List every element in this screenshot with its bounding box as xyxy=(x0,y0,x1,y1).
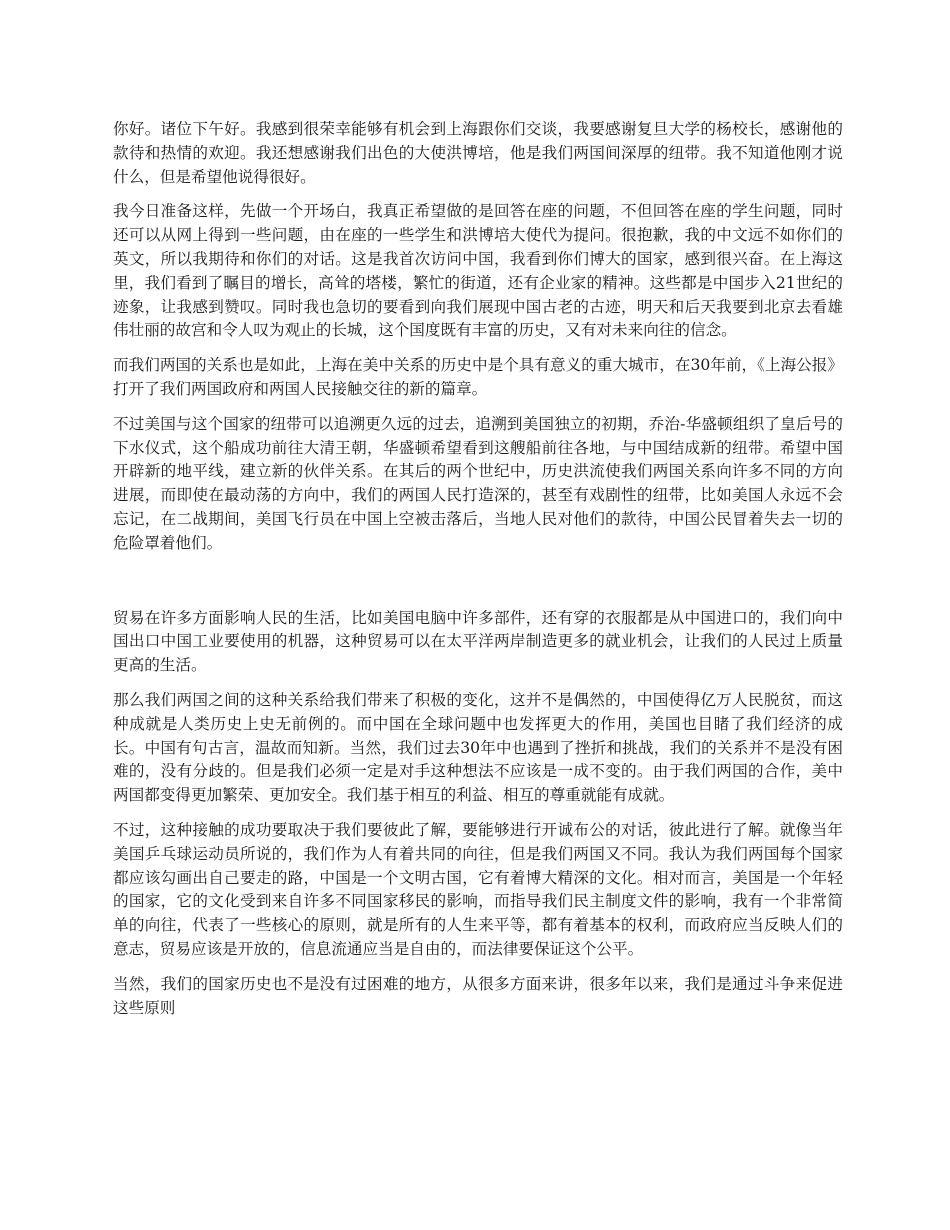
paragraph-positive-change: 那么我们两国之间的这种关系给我们带来了积极的变化，这并不是偶然的，中国使得亿万人民脱贫，而这种成就是人类历史上史无前例的。而中国在全球问题中也发挥更大的作用，美国也目睹了我们经济的成长。中国有句古言，温故而知新。当然，我们过去30年中也遇到了挫折和挑战，我们的关系并不是没有困难的，没有分歧的。但是我们必须一定是对手这种想法不应该是一成不变的。由于我们两国的合作，美中两国都变得更加繁荣、更加安全。我们基于相互的利益、相互的尊重就能有成就。 xyxy=(113,690,843,805)
paragraph-trade: 贸易在许多方面影响人民的生活，比如美国电脑中许多部件，还有穿的衣服都是从中国进口的，我们向中国出口中国工业要使用的机器，这种贸易可以在太平洋两岸制造更多的就业机会，让我们的人民过上质量更高的生活。 xyxy=(113,608,843,675)
paragraph-shanghai-communique: 而我们两国的关系也是如此，上海在美中关系的历史中是个具有意义的重大城市，在30年前，《上海公报》打开了我们两国政府和两国人民接触交往的新的篇章。 xyxy=(113,356,843,398)
section-gap xyxy=(113,567,843,607)
paragraph-greeting: 你好。诸位下午好。我感到很荣幸能够有机会到上海跟你们交谈，我要感谢复旦大学的杨校长，感谢他的款待和热情的欢迎。我还想感谢我们出色的大使洪博培，他是我们两国间深厚的纽带。我不知道他刚才说什么，但是希望他说得很好。 xyxy=(113,120,843,186)
document-body xyxy=(113,118,843,1031)
paragraph-opening-remarks: 我今日准备这样，先做一个开场白，我真正希望做的是回答在座的问题，不但回答在座的学生问题，同时还可以从网上得到一些问题，由在座的一些学生和洪博培大使代为提问。很抱歉，我的中文远不如你们的英文，所以我期待和你们的对话。这是我首次访问中国，我看到你们博大的国家，感到很兴奋。在上海这里，我们看到了瞩目的增长，高耸的塔楼，繁忙的街道，还有企业家的精神。这些都是中国步入21世纪的迹象，让我感到赞叹。同时我也急切的要看到向我们展现中国古老的古迹，明天和后天我要到北京去看雄伟壮丽的故宫和令人叹为观止的长城，这个国度既有丰富的历史，又有对未来向往的信念。 xyxy=(113,202,843,340)
paragraph-historical-ties: 不过美国与这个国家的纽带可以追溯更久远的过去，追溯到美国独立的初期，乔治-华盛顿组织了皇后号的下水仪式，这个船成功前往大清王朝，华盛顿希望看到这艘船前往各地，与中国结成新的纽带。希望中国开辟新的地平线，建立新的伙伴关系。在其后的两个世纪中，历史洪流使我们两国关系向许多不同的方向进展，而即使在最动荡的方向中，我们的两国人民打造深的，甚至有戏剧性的纽带，比如美国人永远不会忘记，在二战期间，美国飞行员在中国上空被击落后，当地人民对他们的款待，中国公民冒着失去一切的危险罩着他们。 xyxy=(113,414,843,552)
paragraph-mutual-understanding: 不过，这种接触的成功要取决于我们要彼此了解，要能够进行开诚布公的对话，彼此进行了解。就像当年美国乒乓球运动员所说的，我们作为人有着共同的向往，但是我们两国又不同。我认为我们两国每个国家都应该勾画出自己要走的路，中国是一个文明古国，它有着博大精深的文化。相对而言，美国是一个年轻的国家，它的文化受到来自许多不同国家移民的影响，而指导我们民主制度文件的影响，我有一个非常简单的向往，代表了一些核心的原则，就是所有的人生来平等，都有着基本的权利，而政府应当反映人们的意志，贸易应该是开放的，信息流通应当是自由的，而法律要保证这个公平。 xyxy=(113,820,843,958)
paragraph-national-history: 当然，我们的国家历史也不是没有过困难的地方，从很多方面来讲，很多年以来，我们是通过斗争来促进这些原则 xyxy=(113,974,843,1017)
